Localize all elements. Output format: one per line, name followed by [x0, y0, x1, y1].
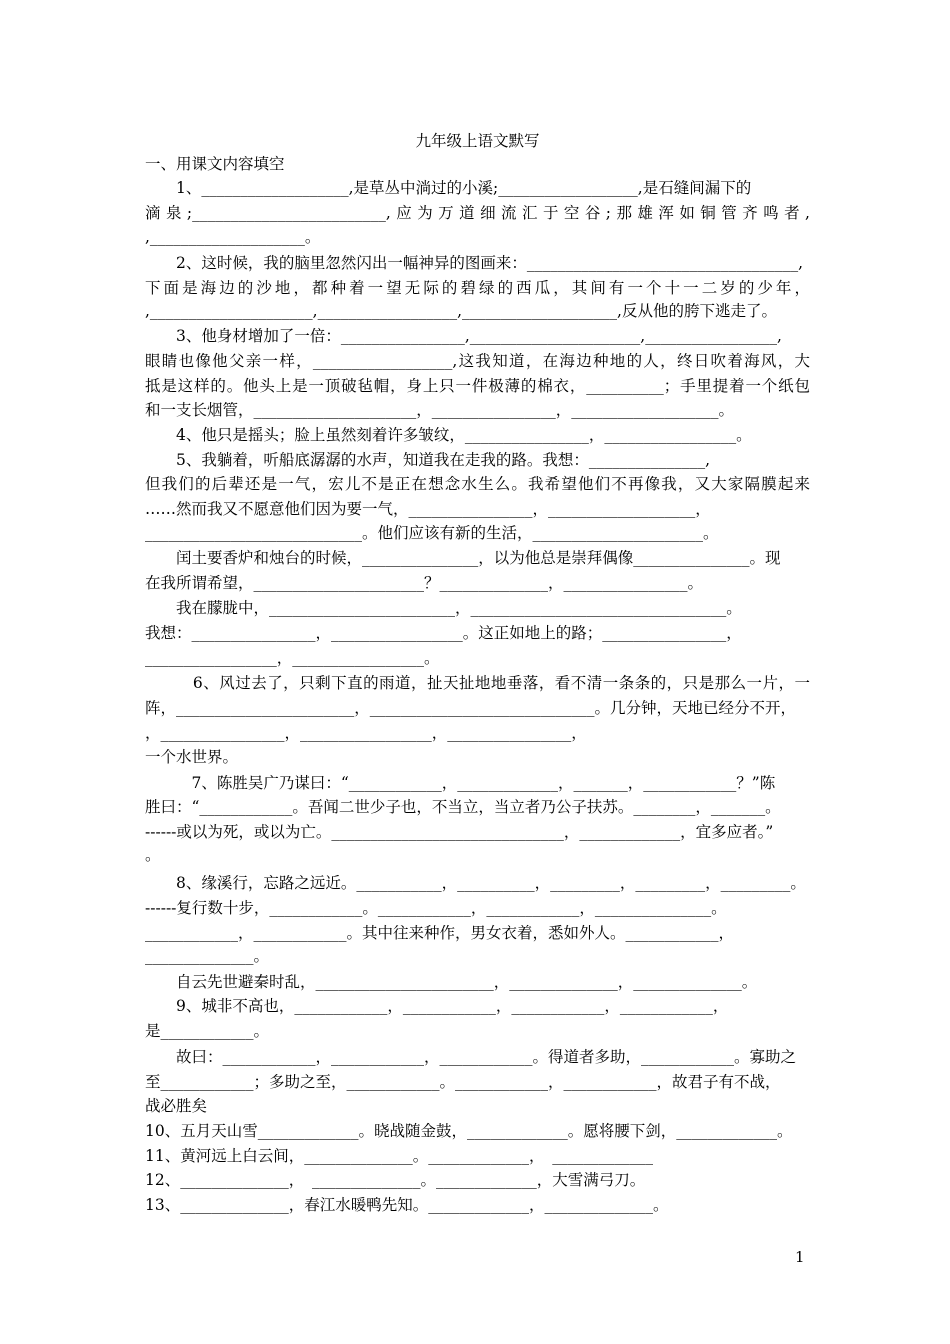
question-9-line-2: 是____________。 — [145, 1022, 270, 1040]
question-8-line-2: ------复行数十步，____________。____________，____________，_______________。 — [145, 899, 727, 917]
question-2-line-2: 下面是海边的沙地，都种着一望无际的碧绿的西瓜，其间有一个十一二岁的少年， — [145, 279, 810, 297]
question-6-line-1: 6、风过去了，只剩下直的雨道，扯天扯地地垂落，看不清一条条的，只是那么一片，一 — [145, 674, 810, 692]
question-2-line-1: 2、这时候，我的脑里忽然闪出一幅神异的图画来：___________________________________, — [145, 254, 804, 272]
question-8-line-3: ____________，____________。其中往来种作，男女衣着，悉如外人。____________， — [145, 924, 735, 942]
question-6-line-3: ，________________，_________________，________________， — [145, 724, 587, 742]
question-3-line-4: 和一支长烟管，_____________________，________________，___________________。 — [145, 401, 735, 419]
section-heading: 一、用课文内容填空 — [145, 155, 285, 173]
question-8-line-4: ______________。 — [145, 947, 270, 965]
question-6-line-4: 一个水世界。 — [145, 748, 239, 766]
question-1-line-3: ,____________________。 — [145, 228, 321, 246]
question-6-line-2: 阵，_______________________，_____________________________。几分钟，天地已经分不开， — [145, 699, 797, 717]
question-7-line-2: 胜曰：“____________。吾闻二世少子也，不当立，当立者乃公子扶苏。________，_______。 — [145, 798, 781, 816]
question-5-line-4: ____________________________。他们应该有新的生活，______________________。 — [145, 524, 719, 542]
question-7-line-4: 。 — [145, 846, 161, 864]
question-9-line-3: 故曰：____________，____________，____________。得道者多助，____________。寡助之 — [145, 1048, 797, 1066]
question-10: 10、五月天山雪_____________。晓战随金鼓，_____________。愿将腰下剑，_____________。 — [145, 1122, 793, 1140]
question-3-line-3: 抵是这样的。他头上是一顶破毡帽，身上只一件极薄的棉衣，__________；手里提着一个纸包 — [145, 377, 810, 395]
question-9-line-5: 战必胜矣 — [145, 1097, 208, 1115]
question-9-line-1: 9、城非不高也，____________，____________，____________，____________， — [145, 997, 729, 1015]
question-4-line-1: 4、他只是摇头；脸上虽然刻着许多皱纹，________________，_________________。 — [145, 426, 752, 444]
question-5-line-9: _________________，_________________。 — [145, 649, 440, 667]
question-5-line-8: 我想：________________，_________________。这正如地上的路；________________， — [145, 624, 742, 642]
question-2-line-3: ,_____________________,__________________,____________________,反从他的胯下逃走了。 — [145, 302, 777, 320]
question-13: 13、______________，春江水暖鸭先知。_____________，______________。 — [145, 1196, 669, 1214]
page-number: 1 — [795, 1248, 805, 1266]
question-5-line-6: 在我所谓希望，______________________？______________，________________。 — [145, 574, 704, 592]
question-8-line-5: 自云先世避秦时乱，_______________________，______________，______________。 — [145, 973, 758, 991]
question-11: 11、黄河远上白云间，______________。_____________， _____________ — [145, 1147, 653, 1165]
question-5-line-7: 我在朦胧中，________________________，_________________________________。 — [145, 599, 742, 617]
question-5-line-3: ……然而我又不愿意他们因为要一气，________________，___________________， — [145, 500, 711, 518]
question-1-line-1: 1、___________________,是草丛中淌过的小溪;__________________,是石缝间漏下的 — [145, 179, 752, 197]
question-9-line-4: 至____________；多助之至，____________。____________，____________，故君子有不战， — [145, 1073, 781, 1091]
page-title: 九年级上语文默写 — [415, 132, 540, 150]
question-12: 12、______________， ______________。_____________，大雪满弓刀。 — [145, 1171, 646, 1189]
question-3-line-1: 3、他身材增加了一倍：________________,______________________,_________________, — [145, 327, 782, 345]
question-1-line-2: 滴泉;_________________________,应为万道细流汇于空谷;那雄浑如铜管齐鸣者, — [145, 204, 810, 222]
question-5-line-2: 但我们的后辈还是一气，宏儿不是正在想念水生么。我希望他们不再像我，又大家隔膜起来 — [145, 475, 810, 493]
question-8-line-1: 8、缘溪行，忘路之远近。___________，__________，_________，_________，_________。 — [145, 874, 806, 892]
question-5-line-5: 闰土要香炉和烛台的时候，_______________，以为他总是崇拜偶像_______________。现 — [145, 549, 781, 567]
question-5-line-1: 5、我躺着，听船底潺潺的水声，知道我在走我的路。我想：_______________, — [145, 451, 711, 469]
question-7-line-1: 7、陈胜吴广乃谋曰：“____________，_____________，_______，____________？”陈 — [145, 774, 776, 792]
question-7-line-3: ------或以为死，或以为亡。______________________________，_____________，宜多应者。” — [145, 823, 774, 841]
question-3-line-2: 眼睛也像他父亲一样，__________________,这我知道，在海边种地的人，终日吹着海风，大 — [145, 352, 810, 370]
